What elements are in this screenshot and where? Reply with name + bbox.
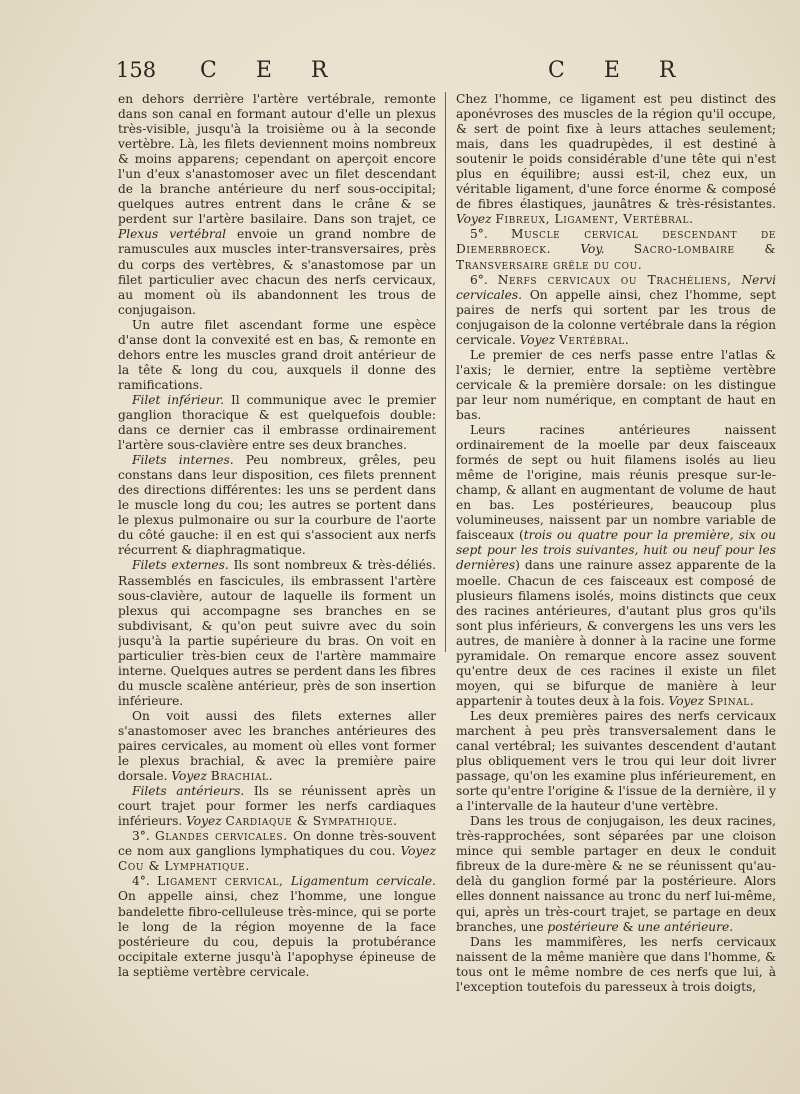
paragraph-text: ) dans une rainure assez apparente de la moelle. Chacun de ces faisceaux est composé de plusieurs filamens isolés, moins distincts que ceux des racines antérieures, d'autant plus gros qu'ils sont plus inférieurs, & convergens les uns vers les autres, de manière à donner à la racine une forme pyramidale. On remarque encore assez souvent qu'entre deux de ces racines il existe un filet moyen, qui se bifurque de manière à leur appartenir à toutes deux à la fois.	[456, 558, 776, 708]
right-column	[456, 92, 776, 1082]
paragraph-text: Il communique avec le premier ganglion thoracique & est quelquefois double: dans ce dernier cas il embrasse ordinairement l'artère sous-clavière entre ses deux branches.	[118, 392, 436, 453]
section-number: 5°.	[470, 227, 488, 242]
paragraph: Les deux premières paires des nerfs cervicaux marchent à peu près transversalement dans le canal vertébral; les suivantes descendent d'autant plus obliquement vers le trou qui leur doit livrer passage, qu'on les examine plus inférieurement, en sorte qu'entre l'origine & l'issue de la dernière, il y a l'intervalle de la hauteur d'une vertèbre.	[456, 708, 776, 814]
entry-heading: Ligament cervical,	[157, 874, 284, 889]
paragraph	[118, 829, 436, 874]
cross-reference-label: Voy.	[580, 242, 605, 257]
cross-reference-label: Voyez	[668, 693, 705, 708]
cross-reference-label: Voyez	[186, 814, 222, 829]
column-divider	[445, 92, 446, 652]
cross-reference: Vertébral.	[559, 332, 630, 347]
entry-heading: Nerfs cervicaux ou Trachéliens,	[497, 272, 732, 287]
paragraph	[118, 709, 436, 784]
paragraph	[456, 423, 776, 709]
left-column	[118, 92, 436, 1082]
paragraph-text: On donne très-souvent ce nom aux ganglions lymphatiques du cou.	[118, 829, 436, 859]
paragraph-text: Peu nombreux, grêles, peu constans dans leur disposition, ces filets prennent des directions différentes: les uns se perdent dans le muscle long du cou; les autres se portent dans le plexus pulmonaire ou sur la courbure de l'aorte du côté gauche: il en est qui s'associent aux nerfs récurrent & diaphragmatique.	[118, 453, 436, 558]
cross-reference-label: Voyez	[400, 844, 436, 859]
term: Filets antérieurs.	[132, 784, 245, 799]
paragraph: Le premier de ces nerfs passe entre l'atlas & l'axis; le dernier, entre la septième vertèbre cervicale & la première dorsale: on les distingue par leur nom numérique, en comptant de haut en bas.	[456, 347, 776, 422]
cross-reference: Cou & Lymphatique.	[118, 859, 250, 874]
paragraph-text: &	[622, 919, 634, 934]
paragraph: Dans les mammifères, les nerfs cervicaux naissent de la même manière que dans l'homme, & tous ont le même nombre de ces nerfs que lui, à l'exception toutefois du paresseux à trois doigts,	[456, 934, 776, 994]
paragraph-text: Dans les trous de conjugaison, les deux racines, très-rapprochées, sont séparées par une cloison mince qui semble partager en deux le conduit fibreux de la dure-mère & ne se réunissent qu'au-delà du ganglion formé par la postérieure. Alors elles donnent naissance au tronc du nerf lui-même, qui, après un très-court trajet, se partage en deux branches, une	[456, 814, 776, 934]
cross-reference-label: Voyez	[519, 332, 556, 347]
entry-heading: Muscle cervical descendant de Diemerbroeck.	[456, 227, 776, 257]
running-head-left: C E R	[200, 58, 344, 83]
cross-reference: Brachial.	[210, 769, 274, 784]
paragraph	[456, 92, 776, 227]
paragraph-text: On appelle ainsi, chez l'homme, une longue bandelette fibro-celluleuse très-mince, qui se porte le long de la région moyenne de la face postérieure du cou, depuis la protubérance occipitale externe jusqu'à l'apophyse épineuse de la septième vertèbre cervicale.	[118, 889, 436, 979]
italic-text: une antérieure.	[637, 919, 734, 934]
latin-term: Nervi cervicales.	[456, 272, 776, 302]
paragraph	[456, 814, 776, 934]
paragraph-text: On appelle ainsi, chez l'homme, sept paires de nerfs qui sortent par les trous de conjugaison de la colonne vertébrale dans la région cervicale.	[456, 287, 776, 347]
cross-reference: Sacro-lombaire & Transversaire grêle du cou.	[456, 242, 776, 272]
latin-term: Ligamentum cervicale.	[290, 874, 436, 889]
paragraph-text: Ils sont nombreux & très-déliés. Rassemblés en fascicules, ils embrassent l'artère sous-clavière, autour de laquelle ils forment un plexus qui accompagne ses branches en se subdivisant, & qu'on peut suivre avec du soin jusqu'à la partie supérieure du bras. On voit en particulier très-bien ceux de l'artère mammaire interne. Quelques autres se perdent dans les fibres du muscle scalène antérieur, près de son insertion inférieure.	[118, 558, 436, 708]
term: Plexus vertébral	[118, 227, 227, 242]
entry-heading: Glandes cervicales.	[155, 829, 288, 844]
cross-reference-label: Voyez	[456, 212, 492, 227]
paragraph: Un autre filet ascendant forme une espèce d'anse dont la convexité est en bas, & remonte en dehors entre les muscles grand droit antérieur de la tête & long du cou, auxquels il donne des ramifications.	[118, 317, 436, 392]
section-number: 6°.	[470, 272, 488, 287]
paragraph	[118, 453, 436, 558]
running-head	[0, 58, 800, 92]
cross-reference: Fibreux, Ligament, Vertébral.	[495, 212, 694, 227]
paragraph	[456, 227, 776, 272]
paragraph-text: Chez l'homme, ce ligament est peu distinct des aponévroses des muscles de la région qu'il occupe, & sert de point fixe à leurs attaches seulement; mais, dans les quadrupèdes, il est destiné à soutenir le poids considérable d'une tête qui n'est plus en équilibre; aussi est-il, chez eux, un véritable ligament, d'une force énorme & composé de fibres élastiques, jaunâtres & très-résistantes.	[456, 92, 776, 212]
paragraph-text: Leurs racines antérieures naissent ordinairement de la moelle par deux faisceaux formés de sept ou huit filamens isolés au lieu même de l'origine, mais réunis presque sur-le-champ, & allant en augmentant de volume de haut en bas. Les postérieures, beaucoup plus volumineuses, naissent par un nombre variable de faisceaux (	[456, 423, 776, 543]
paragraph	[118, 874, 436, 979]
term: Filets externes.	[132, 558, 229, 573]
paragraph	[118, 558, 436, 708]
italic-text: trois ou quatre pour la première, six ou sept pour les trois suivantes, huit ou neuf pour les dernières	[456, 528, 776, 573]
italic-text: postérieure	[547, 919, 619, 934]
cross-reference: Spinal.	[707, 693, 755, 708]
page-number: 158	[116, 58, 157, 82]
paragraph	[118, 393, 436, 453]
section-number: 4°.	[132, 874, 150, 889]
paragraph	[118, 92, 436, 318]
cross-reference-label: Voyez	[171, 769, 207, 784]
term: Filet inférieur.	[132, 392, 224, 407]
paragraph-text: Ils se réunissent après un court trajet pour former les nerfs cardiaques inférieurs.	[118, 784, 436, 829]
paragraph-text: en dehors derrière l'artère vertébrale, remonte dans son canal en formant autour d'elle un plexus très-visible, jusqu'à la troisième ou à la seconde vertèbre. Là, les filets deviennent moins nombreux & moins apparens; cependant on aperçoit encore l'un d'eux s'anastomoser avec un filet descendant de la branche antérieure du nerf sous-occipital; quelques autres entrent dans le crâne & se perdent sur l'artère basilaire. Dans son trajet, ce	[118, 92, 436, 227]
cross-reference: Cardiaque & Sympathique.	[225, 814, 398, 829]
section-number: 3°.	[132, 829, 150, 844]
paragraph	[118, 784, 436, 829]
paragraph-text: On voit aussi des filets externes aller s'anastomoser avec les branches antérieures des paires cervicales, au moment où elles vont former le plexus brachial, & avec la première paire dorsale.	[118, 708, 436, 784]
paragraph	[456, 273, 776, 348]
paragraph-text: envoie un grand nombre de ramuscules aux muscles inter-transversaires, près du corps des vertèbres, & s'anastomose par un filet particulier avec chacun des nerfs cervicaux, au moment où ils abandonnent les trous de conjugaison.	[118, 227, 436, 317]
running-head-right: C E R	[548, 58, 692, 83]
term: Filets internes.	[132, 453, 234, 468]
